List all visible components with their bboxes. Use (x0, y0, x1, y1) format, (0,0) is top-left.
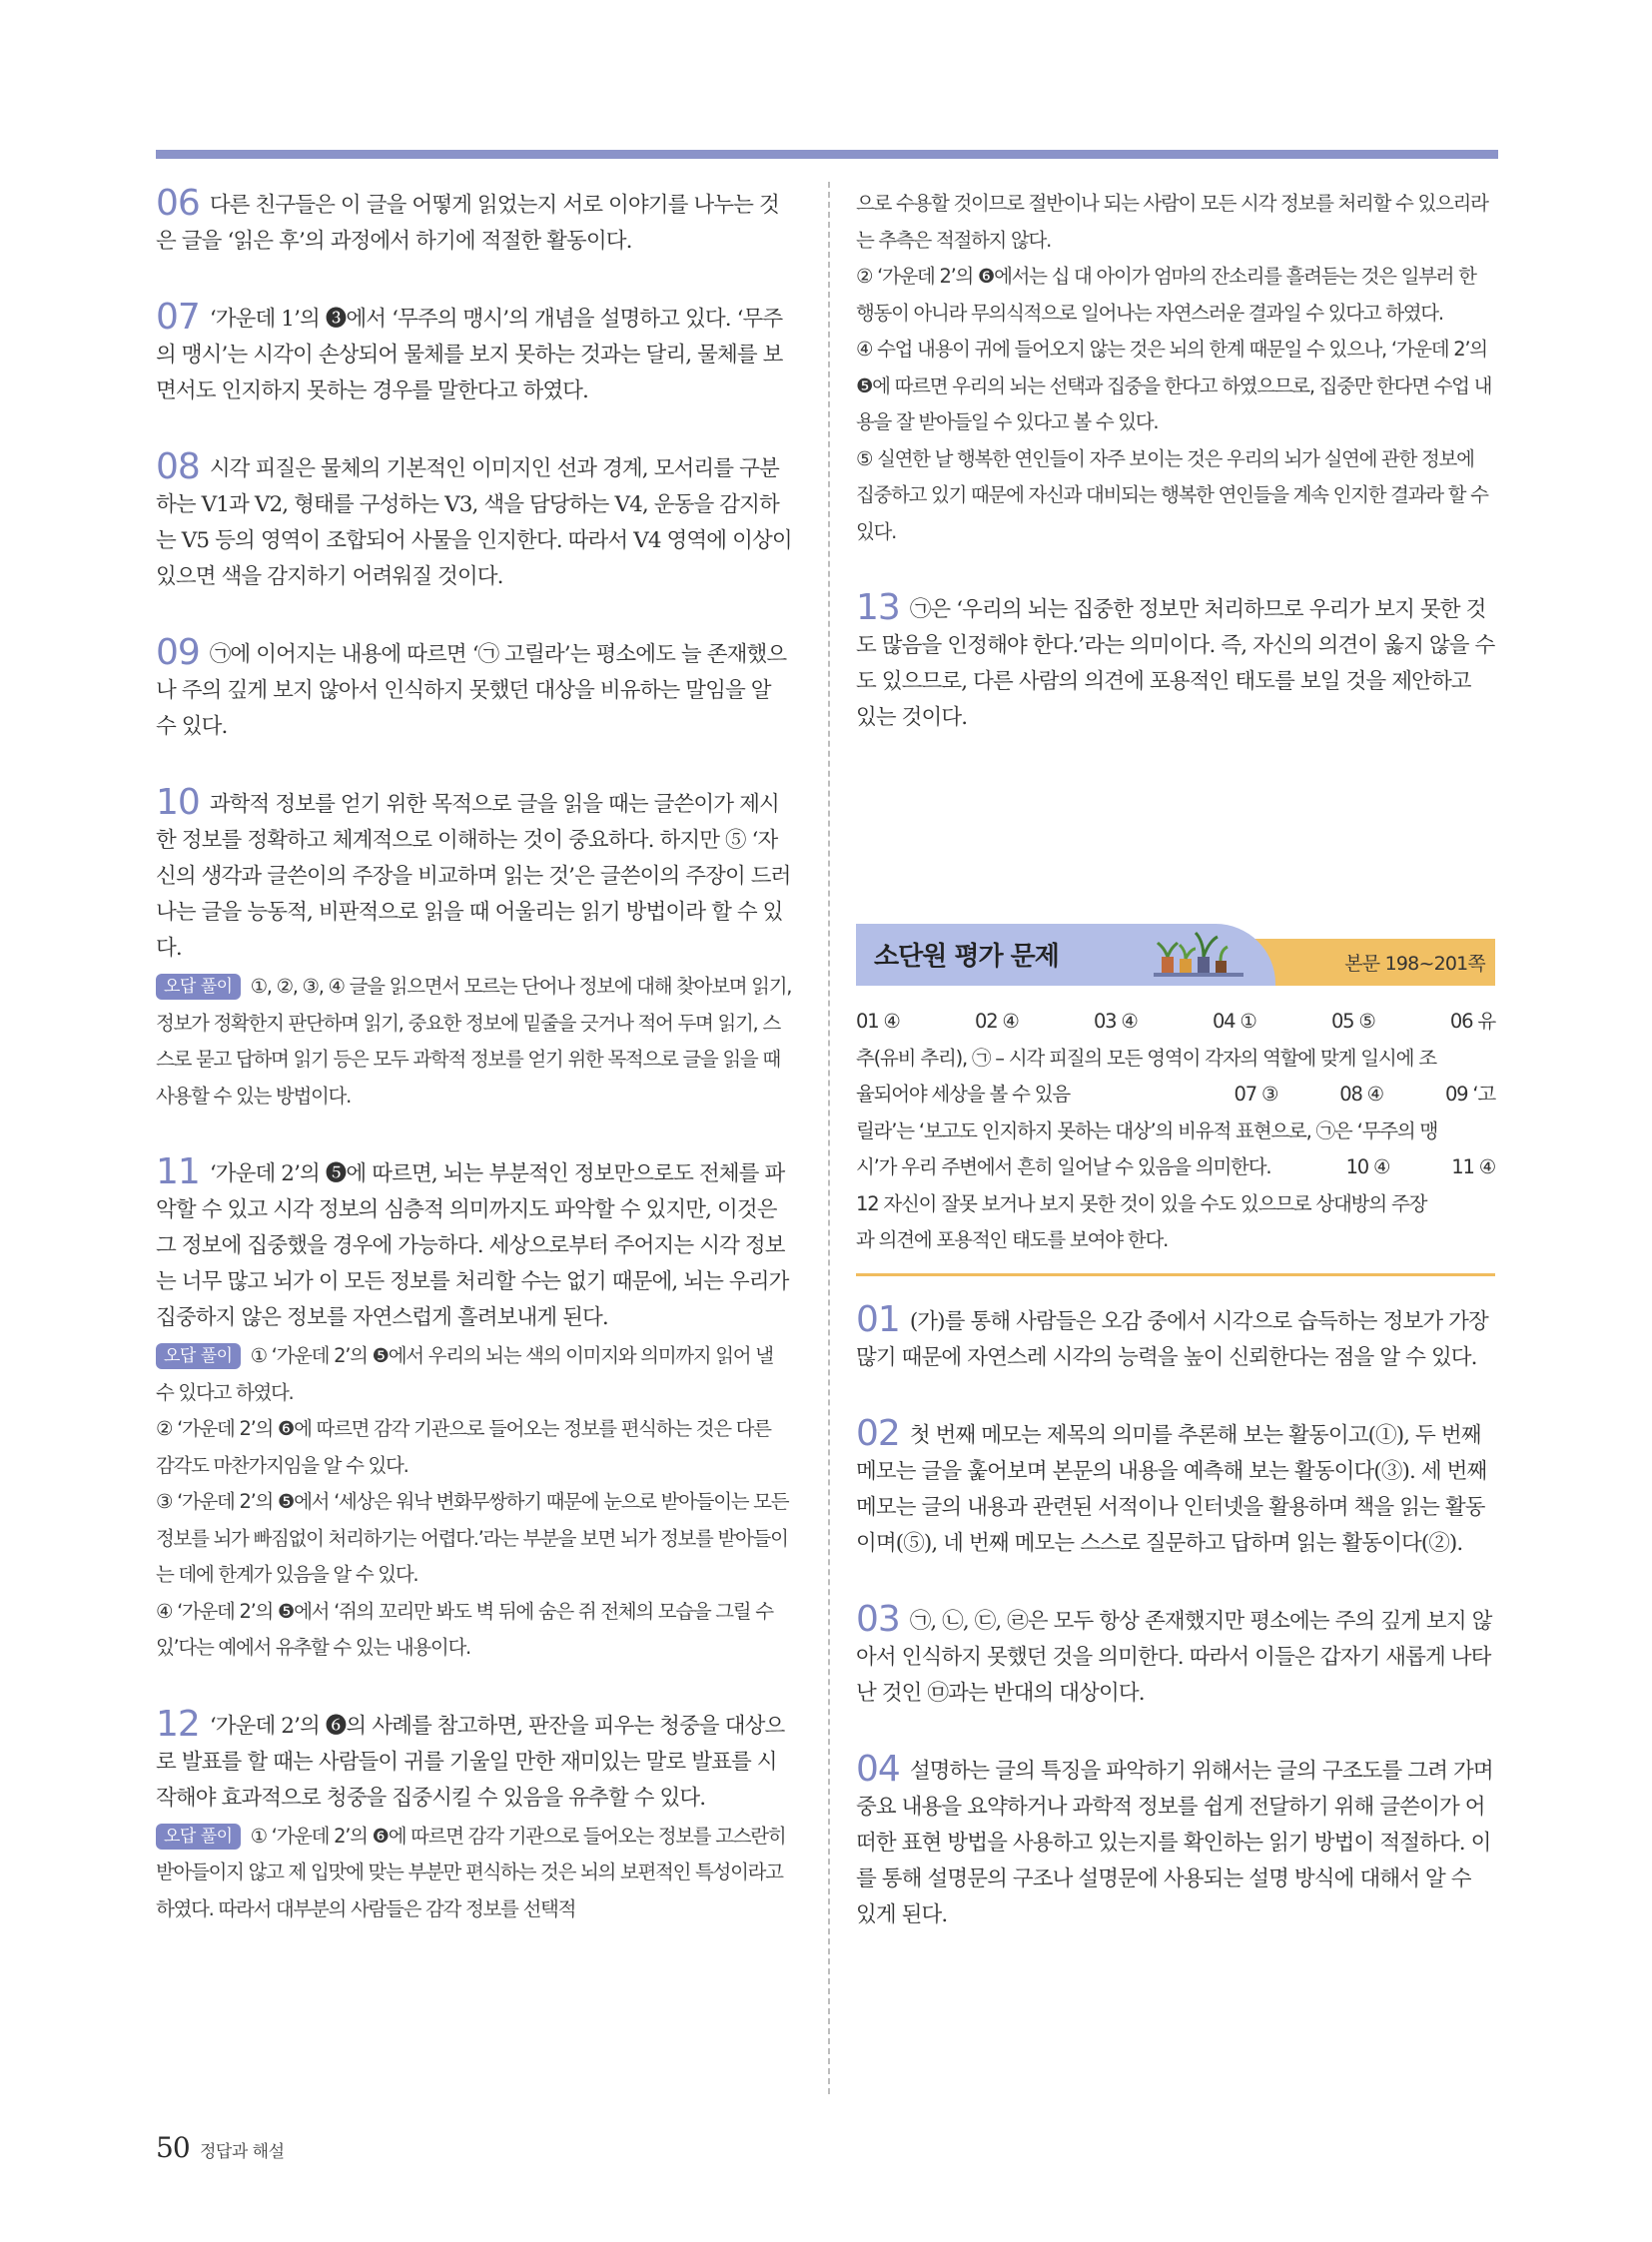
answers-line: 릴라’는 ‘보고도 인지하지 못하는 대상’의 비유적 표현으로, ㉠은 ‘무주의 맹 (856, 1119, 1438, 1142)
item-text: 시각 피질은 물체의 기본적인 이미지인 선과 경계, 모서리를 구분하는 V1과 V2, 형태를 구성하는 V3, 색을 담당하는 V4, 운동을 감지하는 V5 등의 영역이 조합되어 사물을 인지한다. 따라서 V4 영역에 이상이 있으면 색을 감지하기 어려워질 것이다. (156, 456, 792, 589)
wrong-answer-badge: 오답 풀이 (156, 1343, 241, 1369)
page-number: 50 (156, 2131, 190, 2164)
column-divider (828, 182, 830, 2094)
item-text: 첫 번째 메모는 제목의 의미를 추론해 보는 활동이고(①), 두 번째 메모는 글을 훑어보며 본문의 내용을 예측해 보는 활동이다(③). 세 번째 메모는 글의 내용과 관련된 서적이나 인터넷을 활용하며 책을 읽는 활동이며(⑤), 네 번째 메모는 스스로 질문하고 답하며 읽는 활동이다(②). (856, 1422, 1487, 1556)
answer-entry: 율되어야 세상을 볼 수 있음 (856, 1083, 1071, 1106)
section-header (856, 924, 1495, 992)
item-text: ‘가운데 2’의 ❺에 따르면, 뇌는 부분적인 정보만으로도 전체를 파악할 수 있고 시각 정보의 심층적 의미까지도 파악할 수 있지만, 이것은 그 정보에 집중했을 경우에 가능하다. 세상으로부터 주어지는 시각 정보는 너무 많고 뇌가 이 모든 정보를 처리할 수는 없기 때문에, 뇌는 우리가 집중하지 않은 정보를 자연스럽게 흘려보내게 된다. (156, 1161, 789, 1330)
answer-entry: 03 ④ (1093, 1010, 1138, 1033)
answers-line: 과 의견에 포용적인 태도를 보여야 한다. (856, 1228, 1169, 1251)
answer-entry: 05 ⑤ (1330, 1010, 1375, 1033)
top-rule (156, 150, 1498, 159)
explanation-item-01 (856, 1298, 1495, 1376)
explanation-item-03 (856, 1598, 1495, 1712)
footer-label: 정답과 해설 (200, 2142, 285, 2162)
answer-item-06 (156, 183, 793, 260)
left-column (156, 183, 793, 1927)
answers-line: 추(유비 추리), ㉠ – 시각 피질의 모든 영역이 각자의 역할에 맞게 일시에 조 (856, 1046, 1436, 1070)
item-text: ㉠은 ‘우리의 뇌는 집중한 정보만 처리하므로 우리가 보지 못한 것도 많음을 인정해야 한다.’라는 의미이다. 즉, 자신의 의견이 옳지 않을 수도 있으므로, 다른 사람의 의견에 포용적인 태도를 보일 것을 제안하고 있는 것이다. (856, 597, 1495, 730)
item-number: 04 (856, 1748, 900, 1790)
answer-entry: 07 ③ (1234, 1083, 1278, 1106)
item-number: 13 (856, 587, 900, 628)
answer-entry: 10 ④ (1345, 1155, 1390, 1178)
wrong-answer-note: ④ 수업 내용이 귀에 들어오지 않는 것은 뇌의 한계 때문일 수 있으나, ‘가운데 2’의 ❺에 따르면 우리의 뇌는 선택과 집중을 한다고 하였으므로, 집중만 한다면 수업 내용을 잘 받아들일 수 있다고 볼 수 있다. (856, 338, 1492, 433)
section-pages: 본문 198~201쪽 (1344, 953, 1485, 975)
potted-plants-icon (1154, 927, 1243, 985)
answers-row (856, 1004, 1495, 1041)
item-text: ‘가운데 1’의 ❸에서 ‘무주의 맹시’의 개념을 설명하고 있다. ‘무주의 맹시’는 시각이 손상되어 물체를 보지 못하는 것과는 달리, 물체를 보면서도 인지하지 못하는 경우를 말한다고 하였다. (156, 307, 783, 403)
answer-entry: 02 ④ (974, 1010, 1019, 1033)
wrong-answer-note: ④ ‘가운데 2’의 ❺에서 ‘쥐의 꼬리만 봐도 벽 뒤에 숨은 쥐 전체의 모습을 그릴 수 있’다는 예에서 유추할 수 있는 내용이다. (156, 1599, 773, 1659)
answers-line: 12 자신이 잘못 보거나 보지 못한 것이 있을 수도 있으므로 상대방의 주장 (856, 1191, 1427, 1215)
answers-row (856, 1149, 1495, 1186)
item-number: 02 (856, 1412, 900, 1454)
item-text: ㉠에 이어지는 내용에 따르면 ‘㉠ 고릴라’는 평소에도 늘 존재했으나 주의 깊게 보지 않아서 인식하지 못했던 대상을 비유하는 말임을 알 수 있다. (156, 642, 787, 739)
answer-item-08 (156, 446, 793, 595)
answer-entry: 11 ④ (1451, 1155, 1495, 1178)
wrong-answer-note: ② ‘가운데 2’의 ❻에서는 십 대 아이가 엄마의 잔소리를 흘려듣는 것은 일부러 한 행동이 아니라 무의식적으로 일어나는 자연스러운 결과일 수 있다고 하였다. (856, 265, 1476, 325)
item-text: (가)를 통해 사람들은 오감 중에서 시각으로 습득하는 정보가 가장 많기 때문에 자연스레 시각의 능력을 높이 신뢰한다는 점을 알 수 있다. (856, 1308, 1488, 1370)
answer-entry: 04 ① (1212, 1010, 1256, 1033)
answers-row (856, 1077, 1495, 1114)
item-number: 07 (156, 297, 200, 338)
item-text: 다른 친구들은 이 글을 어떻게 읽었는지 서로 이야기를 나누는 것은 글을 ‘읽은 후’의 과정에서 하기에 적절한 활동이다. (156, 193, 779, 254)
answer-item-12 (156, 1703, 793, 1928)
section-bottom-rule (856, 1273, 1495, 1276)
wrong-answer-badge: 오답 풀이 (156, 974, 241, 1000)
answer-entry: 08 ④ (1339, 1083, 1383, 1106)
wrong-answer-note: ①, ②, ③, ④ 글을 읽으면서 모르는 단어나 정보에 대해 찾아보며 읽기, 정보가 정확한지 판단하며 읽기, 중요한 정보에 밑줄을 긋거나 적어 두며 읽기, 스스로 묻고 답하며 읽기 등은 모두 과학적 정보를 얻기 위한 목적으로 글을 읽을 때 사용할 수 있는 방법이다. (156, 975, 792, 1108)
spacer (856, 736, 1495, 924)
answer-item-07 (156, 297, 793, 409)
item-number: 08 (156, 446, 200, 487)
item-number: 03 (856, 1598, 900, 1640)
wrong-answer-badge: 오답 풀이 (156, 1824, 241, 1850)
item-number: 11 (156, 1151, 200, 1192)
item-number: 12 (156, 1703, 200, 1745)
item-number: 10 (156, 782, 200, 823)
wrong-answer-note: 으로 수용할 것이므로 절반이나 되는 사람이 모든 시각 정보를 처리할 수 있으리라는 추측은 적절하지 않다. (856, 192, 1488, 252)
quick-answers (856, 1004, 1495, 1259)
answer-item-13 (856, 587, 1495, 736)
wrong-answer-note: ② ‘가운데 2’의 ❻에 따르면 감각 기관으로 들어오는 정보를 편식하는 것은 다른 감각도 마찬가지임을 알 수 있다. (156, 1417, 771, 1477)
answer-item-09 (156, 632, 793, 745)
wrong-answer-note: ⑤ 실연한 날 행복한 연인들이 자주 보이는 것은 우리의 뇌가 실연에 관한 정보에 집중하고 있기 때문에 자신과 대비되는 행복한 연인들을 계속 인지한 결과라 할 수 있다. (856, 446, 1488, 543)
item-text: 설명하는 글의 특징을 파악하기 위해서는 글의 구조도를 그려 가며 중요 내용을 요약하거나 과학적 정보를 쉽게 전달하기 위해 글쓴이가 어떠한 표현 방법을 사용하고 있는지를 확인하는 읽기 방법이 적절하다. 이를 통해 설명문의 구조나 설명문에 사용되는 설명 방식에 대해서 알 수 있게 된다. (856, 1758, 1493, 1927)
answer-entry: 시’가 우리 주변에서 흔히 일어날 수 있음을 의미한다. (856, 1155, 1271, 1178)
section-title: 소단원 평가 문제 (874, 942, 1059, 972)
explanation-item-04 (856, 1748, 1495, 1933)
answer-item-12-continued (856, 186, 1495, 550)
wrong-answer-note: ③ ‘가운데 2’의 ❺에서 ‘세상은 워낙 변화무쌍하기 때문에 눈으로 받아들이는 모든 정보를 뇌가 빠짐없이 처리하기는 어렵다.’라는 부분을 보면 뇌가 정보를 받아들이는 데에 한계가 있음을 알 수 있다. (156, 1490, 789, 1586)
answer-entry: 09 ‘고 (1444, 1083, 1495, 1106)
item-text: ㉠, ㉡, ㉢, ㉣은 모두 항상 존재했지만 평소에는 주의 깊게 보지 않아서 인식하지 못했던 것을 의미한다. 따라서 이들은 갑자기 새롭게 나타난 것인 ㉤과는 반대의 대상이다. (856, 1608, 1492, 1706)
answer-item-10 (156, 782, 793, 1115)
item-text: 과학적 정보를 얻기 위한 목적으로 글을 읽을 때는 글쓴이가 제시한 정보를 정확하고 체계적으로 이해하는 것이 중요하다. 하지만 ⑤ ‘자신의 생각과 글쓴이의 주장을 비교하며 읽는 것’은 글쓴이의 주장이 드러나는 글을 능동적, 비판적으로 읽을 때 어울리는 읽기 방법이라 할 수 있다. (156, 792, 791, 961)
explanation-item-02 (856, 1412, 1495, 1562)
answer-entry: 06 유 (1449, 1010, 1495, 1033)
item-text: ‘가운데 2’의 ❻의 사례를 참고하면, 판잔을 피우는 청중을 대상으로 발표를 할 때는 사람들이 귀를 기울일 만한 재미있는 말로 발표를 시작해야 효과적으로 청중을 집중시킬 수 있음을 유추할 수 있다. (156, 1713, 785, 1811)
answer-item-11 (156, 1151, 793, 1667)
item-number: 09 (156, 632, 200, 673)
item-number: 06 (156, 183, 200, 224)
right-column (856, 186, 1495, 1933)
wrong-answer-note: ① ‘가운데 2’의 ❺에서 우리의 뇌는 색의 이미지와 의미까지 읽어 낼 수 있다고 하였다. (156, 1344, 773, 1404)
item-number: 01 (856, 1298, 900, 1340)
answer-entry: 01 ④ (856, 1010, 900, 1033)
wrong-answer-note: ① ‘가운데 2’의 ❻에 따르면 감각 기관으로 들어오는 정보를 고스란히 받아들이지 않고 제 입맛에 맞는 부분만 편식하는 것은 뇌의 보편적인 특성이라고 하였다. 따라서 대부분의 사람들은 감각 정보를 선택적 (156, 1824, 786, 1920)
